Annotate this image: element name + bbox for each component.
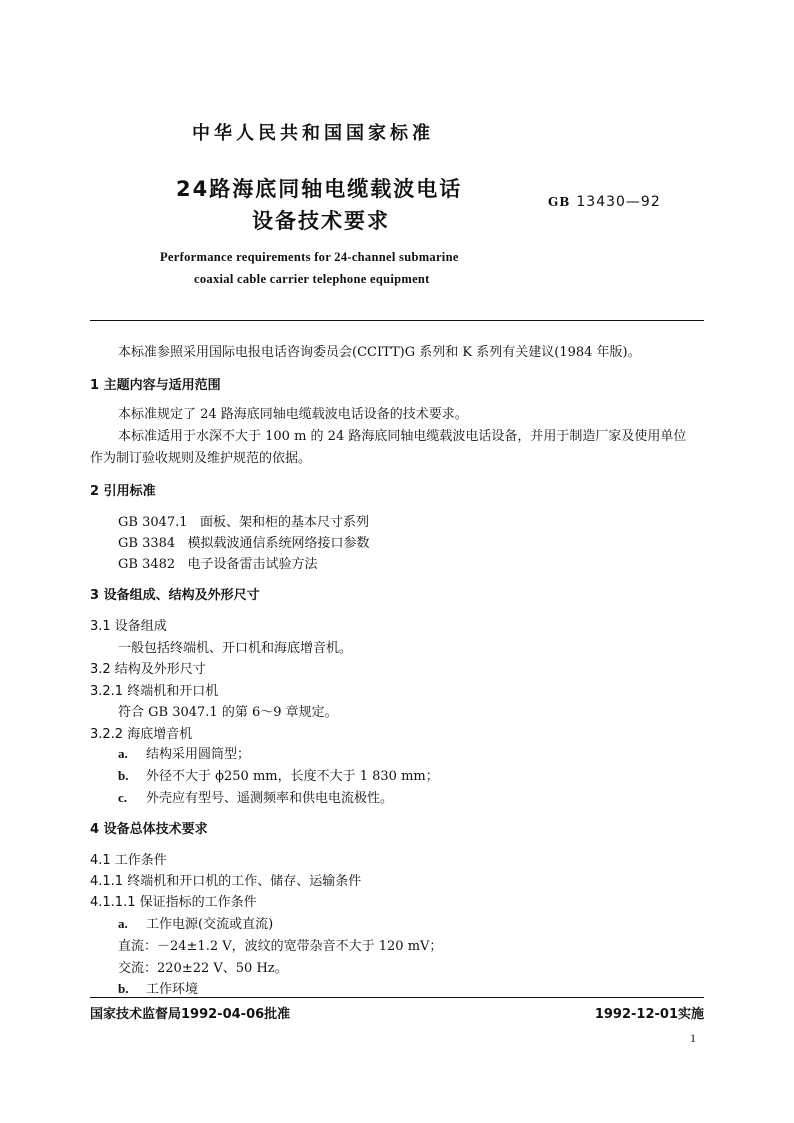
english-title-line-1: Performance requirements for 24-channel submarine [160,250,459,264]
section-1-paragraph-2-line-1: 本标准适用于水深不大于 100 m 的 24 路海底同轴电缆载波电话设备，并用于制造厂家及使用单位 [118,429,687,444]
section-3-2-1-heading: 3.2.1 终端机和开口机 [90,684,219,699]
list-item-letter: b. [118,768,129,783]
english-title-line-2: coaxial cable carrier telephone equipment [194,272,430,286]
gb-label: GB [548,195,571,209]
section-2-heading: 2 引用标准 [90,484,156,499]
list-item [118,765,439,784]
intro-paragraph: 本标准参照采用国际电报电话咨询委员会(CCITT)G 系列和 K 系列有关建议(1984 年版)。 [118,345,641,360]
list-item [118,787,393,806]
list-item [118,913,273,932]
approval-statement: 国家技术监督局1992-04-06批准 [90,1007,291,1022]
section-4-1-heading: 4.1 工作条件 [90,853,167,868]
list-item-letter: a. [118,746,128,761]
section-4-1-1-heading: 4.1.1 终端机和开口机的工作、储存、运输条件 [90,874,362,889]
list-item-text: 结构采用圆筒型； [146,747,251,762]
reference-item: GB 3047.1 面板、架和柜的基本尺寸系列 [118,515,369,530]
section-1-heading: 1 主题内容与适用范围 [90,378,221,393]
header-divider [90,320,704,321]
dc-power-spec: 直流：－24±1.2 V，波纹的宽带杂音不大于 120 mV； [118,939,443,954]
page-number: 1 [690,1031,696,1045]
title-line-2: 设备技术要求 [252,209,390,233]
section-4-heading: 4 设备总体技术要求 [90,822,208,837]
list-item-letter: a. [118,916,128,931]
implementation-date: 1992-12-01实施 [594,1007,704,1022]
section-3-2-heading: 3.2 结构及外形尺寸 [90,662,206,677]
reference-item: GB 3384 模拟载波通信系统网络接口参数 [118,536,370,551]
list-item-letter: c. [118,790,128,805]
section-1-paragraph-2-line-2: 作为制订验收规则及维护规范的依据。 [90,451,312,466]
list-item-text: 工作环境 [146,982,199,997]
standard-number [548,194,661,210]
section-1-paragraph-1: 本标准规定了 24 路海底同轴电缆载波电话设备的技术要求。 [118,407,468,422]
list-item-letter: b. [118,981,129,996]
standard-number-value: 13430—92 [576,194,661,210]
list-item-text: 外壳应有型号、遥测频率和供电电流极性。 [146,791,394,806]
list-item-text: 工作电源(交流或直流) [146,917,274,932]
section-3-1-heading: 3.1 设备组成 [90,619,167,634]
section-3-2-2-heading: 3.2.2 海底增音机 [90,727,193,742]
list-item-text: 外径不大于 ϕ250 mm，长度不大于 1 830 mm； [146,769,439,784]
section-3-1-text: 一般包括终端机、开口机和海底增音机。 [118,641,353,656]
section-4-1-1-1-heading: 4.1.1.1 保证指标的工作条件 [90,895,257,910]
title-line-1: 24路海底同轴电缆载波电话 [176,177,463,201]
list-item [118,743,250,762]
section-3-2-1-text: 符合 GB 3047.1 的第 6～9 章规定。 [118,705,338,720]
list-item [118,978,198,997]
ac-power-spec: 交流：220±22 V、50 Hz。 [118,961,288,976]
national-standard-header: 中华人民共和国国家标准 [192,123,434,144]
reference-item: GB 3482 电子设备雷击试验方法 [118,557,318,572]
footer-divider [90,997,704,998]
section-3-heading: 3 设备组成、结构及外形尺寸 [90,588,260,603]
